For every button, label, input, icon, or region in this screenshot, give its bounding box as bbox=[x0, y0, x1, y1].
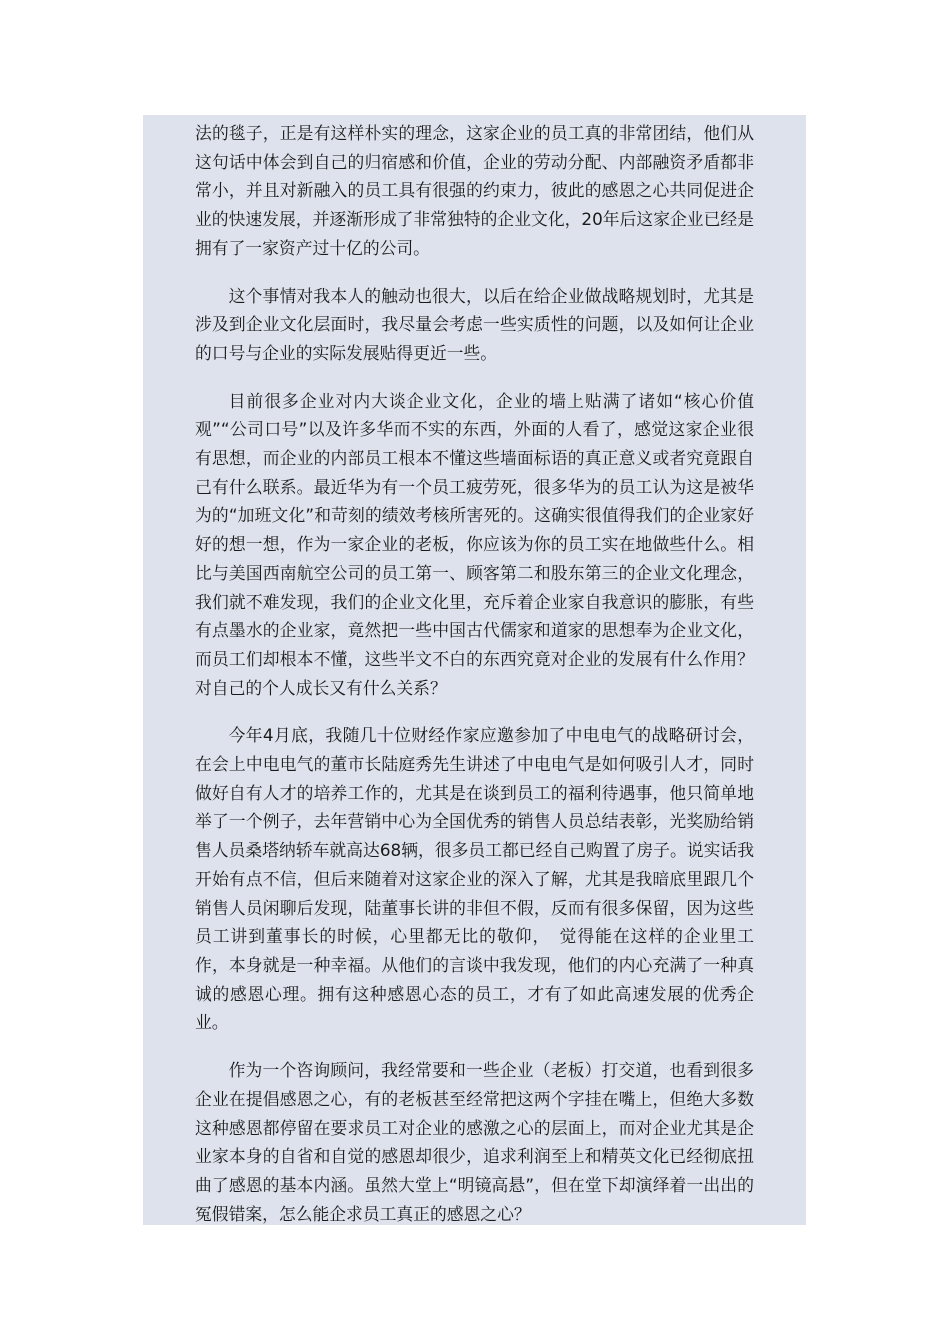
paragraph-1: 法的毯子，正是有这样朴实的理念，这家企业的员工真的非常团结，他们从这句话中体会到自己的归宿感和价值，企业的劳动分配、内部融资矛盾都非常小，并且对新融入的员工具有很强的约束力，彼此的感恩之心共同促进企业的快速发展，并逐渐形成了非常独特的企业文化，20年后这家企业已经是拥有了一家资产过十亿的公司。 bbox=[195, 123, 754, 258]
paragraph-3: 目前很多企业对内大谈企业文化，企业的墙上贴满了诸如“核心价值观”“公司口号”以及许多华而不实的东西，外面的人看了，感觉这家企业很有思想，而企业的内部员工根本不懂这些墙面标语的真正意义或者究竟跟自己有什么联系。最近华为有一个员工疲劳死，很多华为的员工认为这是被华为的“加班文化”和苛刻的绩效考核所害死的。这确实很值得我们的企业家好好的想一想，作为一家企业的老板，你应该为你的员工实在地做些什么。相比与美国西南航空公司的员工第一、顾客第二和股东第三的企业文化理念，我们就不难发现，我们的企业文化里，充斥着企业家自我意识的膨胀，有些有点墨水的企业家，竟然把一些中国古代儒家和道家的思想奉为企业文化，而员工们却根本不懂，这些半文不白的东西究竟对企业的发展有什么作用？对自己的个人成长又有什么关系？ bbox=[195, 390, 754, 698]
text-body bbox=[143, 115, 806, 1225]
paragraph-5: 作为一个咨询顾问，我经常要和一些企业（老板）打交道，也看到很多企业在提倡感恩之心，有的老板甚至经常把这两个字挂在嘴上，但绝大多数这种感恩都停留在要求员工对企业的感激之心的层面上，而对企业尤其是企业家本身的自省和自觉的感恩却很少，追求利润至上和精英文化已经彻底扭曲了感恩的基本内涵。虽然大堂上“明镜高悬”，但在堂下却演绎着一出出的冤假错案，怎么能企求员工真正的感恩之心？ bbox=[195, 1060, 754, 1224]
paragraph-4: 今年4月底，我随几十位财经作家应邀参加了中电电气的战略研讨会，在会上中电电气的董市长陆庭秀先生讲述了中电电气是如何吸引人才，同时做好自有人才的培养工作的，尤其是在谈到员工的福利待遇事，他只简单地举了一个例子，去年营销中心为全国优秀的销售人员总结表彰，光奖励给销售人员桑塔纳轿车就高达68辆，很多员工都已经自己购置了房子。说实话我开始有点不信，但后来随着对这家企业的深入了解，尤其是我暗底里跟几个销售人员闲聊后发现，陆董事长讲的非但不假，反而有很多保留，因为这些员工讲到董事长的时候，心里都无比的敬仰， 觉得能在这样的企业里工作，本身就是一种幸福。从他们的言谈中我发现，他们的内心充满了一种真诚的感恩心理。拥有这种感恩心态的员工，才有了如此高速发展的优秀企业。 bbox=[195, 725, 754, 1033]
paragraph-2: 这个事情对我本人的触动也很大，以后在给企业做战略规划时，尤其是涉及到企业文化层面时，我尽量会考虑一些实质性的问题，以及如何让企业的口号与企业的实际发展贴得更近一些。 bbox=[195, 285, 754, 363]
